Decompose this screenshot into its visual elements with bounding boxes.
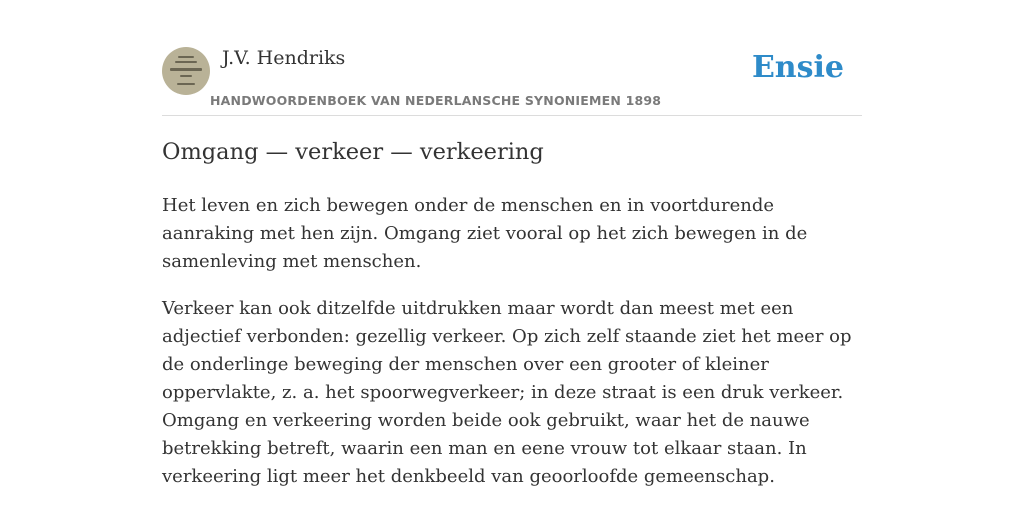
author-name[interactable]: J.V. Hendriks [222, 47, 346, 69]
paragraph: Verkeer kan ook ditzelfde uitdrukken maar wordt dan meest met een adjectief verbonden: gezellig verkeer. Op zich zelf staande ziet het meer op de onderlinge beweging der menschen over een grooter of kleiner oppervlakte, z. a. het spoorwegverkeer; in deze straat is een druk verkeer. Omgang en verkeering worden beide ook gebruikt, waar het de nauwe betrekking betreft, waarin een man en eene vrouw tot elkaar staan. In verkeering ligt meer het denkbeeld van geoorloofde gemeenschap. [162, 298, 852, 487]
entry-body [162, 192, 864, 510]
ensie-logo[interactable]: Ensie [751, 50, 844, 85]
header-divider [162, 115, 862, 116]
source-title[interactable]: HANDWOORDENBOEK VAN NEDERLANSCHE SYNONIEMEN 1898 [210, 93, 662, 108]
book-cover-icon[interactable] [162, 47, 210, 95]
entry-title: Omgang — verkeer — verkeering [162, 139, 544, 165]
header [162, 46, 862, 116]
paragraph: Het leven en zich bewegen onder de menschen en in voortdurende aanraking met hen zijn. Omgang ziet vooral op het zich bewegen in de samenleving met menschen. [162, 195, 808, 272]
